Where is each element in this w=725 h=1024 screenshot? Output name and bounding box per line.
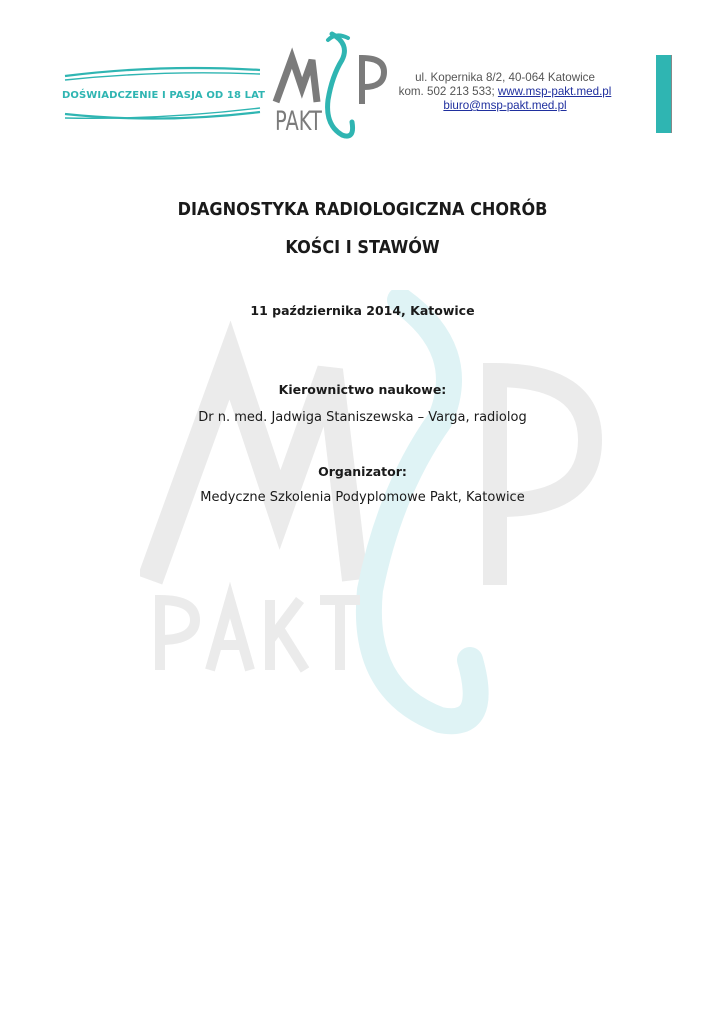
accent-bar-border (671, 55, 672, 133)
company-logo (270, 30, 390, 145)
header-tagline-block (60, 62, 265, 126)
accent-bar (656, 55, 672, 133)
website-link[interactable]: www.msp-pakt.med.pl (497, 85, 612, 98)
organizer-label: Organizator: (318, 464, 407, 479)
contact-info (390, 71, 620, 113)
contact-phone-line (390, 85, 620, 99)
event-date-location: 11 października 2014, Katowice (250, 303, 475, 318)
organizer-value: Medyczne Szkolenia Podyplomowe Pakt, Katowice (200, 490, 525, 505)
scientific-direction-value: Dr n. med. Jadwiga Staniszewska – Varga, radiolog (198, 410, 527, 425)
document-title-line2: KOŚCI I STAWÓW (285, 238, 440, 258)
watermark-logo (140, 290, 620, 740)
contact-address: ul. Kopernika 8/2, 40-064 Katowice (415, 71, 595, 84)
scientific-direction-label: Kierownictwo naukowe: (278, 382, 447, 397)
document-title-line1: DIAGNOSTYKA RADIOLOGICZNA CHORÓB (177, 200, 548, 220)
email-link[interactable]: biuro@msp-pakt.med.pl (443, 99, 567, 112)
header-tagline: DOŚWIADCZENIE I PASJA OD 18 LAT (62, 90, 266, 101)
logo-pakt-text: PAKT (275, 106, 322, 137)
contact-phone: kom. 502 213 533; (398, 85, 498, 98)
